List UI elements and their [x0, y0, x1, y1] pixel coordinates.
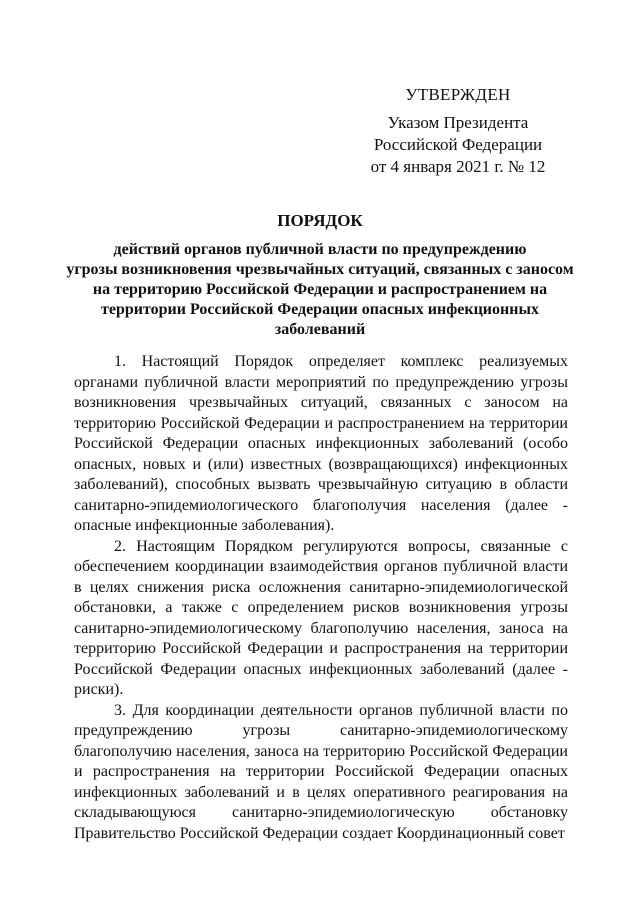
approval-stamp: УТВЕРЖДЕН [405, 85, 511, 104]
document-body [74, 352, 568, 844]
subtitle-line: территории Российской Федерации опасных инфекционных [101, 301, 539, 318]
approval-date-line: от 4 января 2021 г. № 12 [370, 157, 546, 176]
approval-line: Российской Федерации [373, 135, 543, 154]
paragraph-3: 3. Для координации деятельности органов публичной власти по предупреждению угрозы санитарно-эпидемиологическому благополучию населения, заноса на территорию Российской Федерации и распространения на территории Российской Федерации опасных инфекционных заболеваний и в целях оперативного реагирования на складывающуюся санитарно-эпидемиологическую обстановку Правительство Российской Федерации создает Координационный совет [74, 701, 568, 842]
paragraph-2: 2. Настоящим Порядком регулируются вопросы, связанные с обеспечением координации взаимодействия органов публичной власти в целях снижения риска осложнения санитарно-эпидемиологической обстановки, а также с определением рисков возникновения угрозы санитарно-эпидемиологическому благополучию населения, заноса на территорию Российской Федерации и распространения на территории Российской Федерации опасных инфекционных заболеваний (далее - риски). [74, 537, 568, 698]
paragraph-1: 1. Настоящий Порядок определяет комплекс реализуемых органами публичной власти мероприятий по предупреждению угрозы возникновения чрезвычайных ситуаций, связанных с заносом на территорию Российской Федерации и распространением на территории Российской Федерации опасных инфекционных заболеваний (особо опасных, новых и (или) известных (возвращающихся) инфекционных заболеваний), способных вызвать чрезвычайную ситуацию в области санитарно-эпидемиологического благополучия населения (далее - опасные инфекционные заболевания). [74, 353, 568, 534]
approval-block [358, 84, 558, 178]
subtitle-line: угрозы возникновения чрезвычайных ситуаций, связанных с заносом [66, 261, 574, 278]
subtitle-line: на территорию Российской Федерации и распространением на [92, 281, 548, 298]
document-subtitle [60, 240, 580, 340]
document-title: ПОРЯДОК [277, 211, 363, 230]
subtitle-line: действий органов публичной власти по предупреждению [113, 241, 527, 258]
approval-line: Указом Президента [387, 113, 529, 132]
subtitle-line: заболеваний [274, 321, 366, 338]
